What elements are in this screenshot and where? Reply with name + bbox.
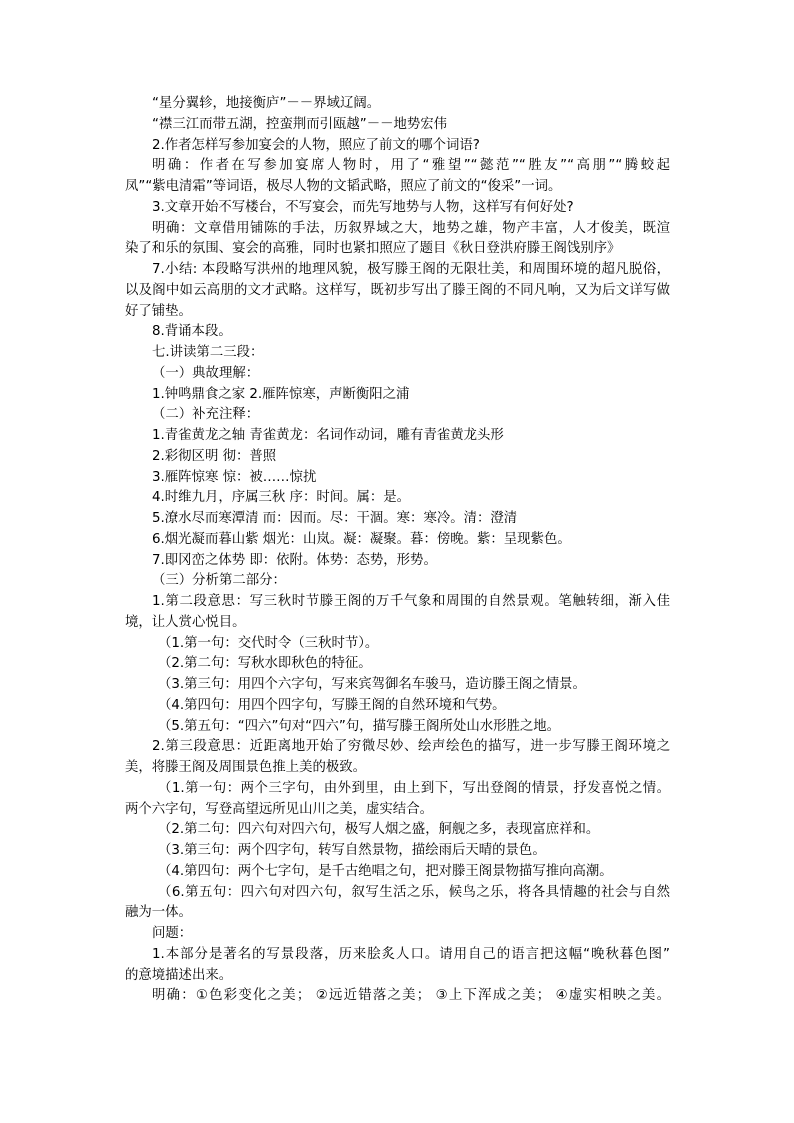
text-line: （6.第五句：四六句对四六句，叙写生活之乐，候鸟之乐，将各具情趣的社会与自然 — [158, 884, 670, 900]
text-line: 3.文章开始不写楼台，不写宴会，而先写地势与人物，这样写有何好处? — [152, 199, 574, 215]
text-line: 美，将滕王阁及周围景色推上美的极致。 — [125, 760, 367, 775]
text-line: 七.讲读第二三段： — [152, 345, 264, 360]
text-line: 两个六字句，写登高望远所见山川之美，虚实结合。 — [125, 801, 433, 817]
text-line: 2.彩彻区明 彻：普照 — [152, 448, 277, 464]
text-line: 凤”“紫电清霜”等词语，极尽人物的文韬武略，照应了前文的“俊采”一词。 — [125, 179, 562, 194]
text-line: （2.第二句：写秋水即秋色的特征。 — [158, 656, 372, 672]
text-line: （1.第一句：交代时令（三秋时节）。 — [158, 635, 379, 651]
text-line: 4.时维九月，序属三秋 序：时间。属：是。 — [152, 490, 411, 506]
text-line: 2.第三段意思：近距离地开始了穷微尽妙、绘声绘色的描写，进一步写滕王阁环境之 — [152, 739, 670, 755]
text-line: （2.第二句：四六句对四六句，极写人烟之盛，舸舰之多，表现富庶祥和。 — [158, 822, 600, 838]
text-line: 8.背诵本段。 — [152, 324, 232, 340]
text-line: 5.潦水尽而寒潭清 而：因而。尽：干涸。寒：寒冷。清：澄清 — [152, 511, 518, 526]
text-line: 7.即冈峦之体势 即：依附。体势：态势，形势。 — [152, 552, 437, 568]
text-line: （三）分析第二部分： — [152, 573, 286, 589]
text-line: 1.钟鸣鼎食之家 2.雁阵惊寒，声断衡阳之浦 — [152, 386, 410, 402]
text-line: （一）典故理解： — [152, 365, 260, 381]
text-line: （4.第四句：两个七字句，是千古绝唱之句，把对滕王阁景物描写推向高潮。 — [158, 863, 613, 879]
text-line: （1.第一句：两个三字句，由外到里，由上到下，写出登阁的情景，抒发喜悦之情。 — [158, 780, 670, 796]
text-line: （二）补充注释： — [152, 407, 260, 423]
text-line: 1.第二段意思：写三秋时节滕王阁的万千气象和周围的自然景观。笔触转细，渐入佳 — [152, 594, 670, 609]
text-line: 明确：文章借用铺陈的手法，历叙界域之大，地势之雄，物产丰富，人才俊美，既渲 — [152, 220, 670, 236]
text-line: “襟三江而带五湖，控蛮荆而引瓯越”－－地势宏伟 — [152, 116, 448, 132]
text-line: 2.作者怎样写参加宴会的人物，照应了前文的哪个词语? — [152, 137, 480, 153]
text-line: 3.雁阵惊寒 惊：被……惊扰 — [152, 469, 317, 485]
text-line: “星分翼轸，地接衡庐”－－界域辽阔。 — [152, 96, 381, 111]
text-line: 以及阁中如云高朋的文才武略。这样写，既初步写出了滕王阁的不同凡响，又为后文详写做 — [125, 282, 670, 298]
text-line: 1.本部分是著名的写景段落，历来脍炙人口。请用自己的语言把这幅“晚秋暮色图” — [152, 946, 670, 962]
text-line: （3.第三句：两个四字句，转写自然景物，描绘雨后天晴的景色。 — [158, 843, 546, 858]
text-line: 7.小结: 本段略写洪州的地理风貌，极写滕王阁的无限壮美，和周围环境的超凡脱俗， — [152, 262, 670, 277]
text-line: 融为一体。 — [125, 905, 192, 921]
text-line: 境，让人赏心悦目。 — [125, 614, 246, 630]
text-line: 染了和乐的氛围、宴会的高雅，同时也紧扣照应了题目《秋日登洪府滕王阁饯别序》 — [125, 241, 621, 257]
text-line: 的意境描述出来。 — [125, 967, 233, 983]
text-line: （4.第四句：用四个四字句，写滕王阁的自然环境和气势。 — [158, 697, 506, 713]
document-body — [125, 94, 670, 1007]
text-line: （3.第三句：用四个六字句，写来宾驾御名车骏马，造访滕王阁之情景。 — [158, 677, 586, 692]
text-line: （5.第五句：“四六”句对“四六”句，描写滕王阁所处山水形胜之地。 — [158, 718, 561, 734]
text-line: 明确：作者在写参加宴席人物时，用了“雅望”“懿范”“胜友”“高朋”“腾蛟起 — [152, 158, 670, 174]
text-line: 问题： — [152, 926, 193, 941]
text-line: 好了铺垫。 — [125, 303, 192, 319]
text-line: 6.烟光凝而暮山紫 烟光：山岚。凝：凝聚。暮：傍晚。紫：呈现紫色。 — [152, 531, 571, 547]
text-line: 明确：①色彩变化之美； ②远近错落之美； ③上下浑成之美； ④虚实相映之美。 — [152, 988, 670, 1004]
text-line: 1.青雀黄龙之轴 青雀黄龙：名词作动词，雕有青雀黄龙头形 — [152, 428, 504, 443]
